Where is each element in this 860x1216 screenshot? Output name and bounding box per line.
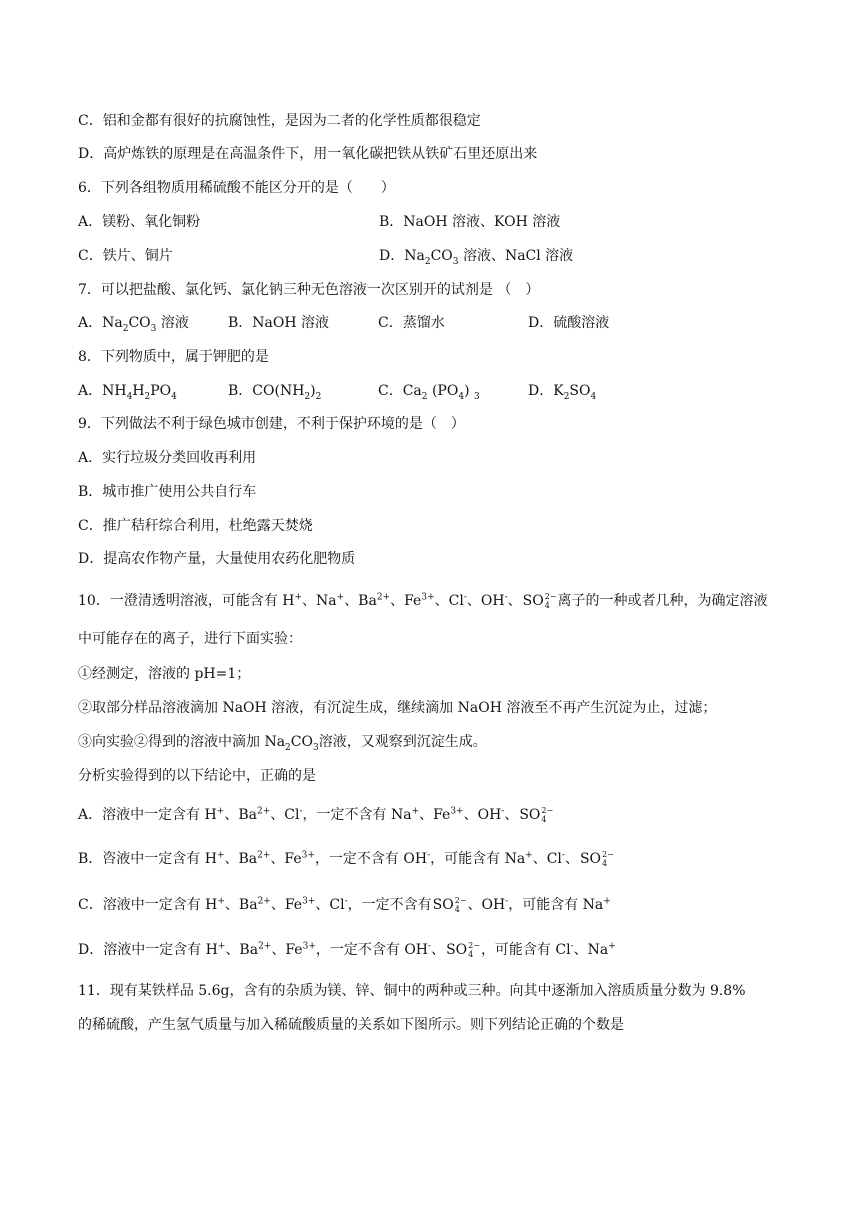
q10-option-d: D．溶液中一定含有 H+、$Ba^{2+}$、$Fe^{3+}$，一定不含有 OH-、 SO 2− 4 ，可能含有 Cl-、Na+	[78, 941, 616, 959]
q5-option-d: D．高炉炼铁的原理是在高温条件下，用一氧化碳把铁从铁矿石里还原出来	[78, 146, 538, 162]
q11-stem-line2: 的稀硫酸，产生氢气质量与加入稀硫酸质量的关系如下图所示。则下列结论正确的个数是	[78, 1017, 624, 1033]
q10-option-a: A．溶液中一定含有 H+、$Ba^{2+}$、Cl-，一定不含有 Na+、$Fe^{3+}$、OH-、 SO 2− 4	[78, 806, 554, 824]
q10-analysis: 分析实验得到的以下结论中，正确的是	[78, 768, 316, 784]
q7-stem: 7．可以把盐酸、氯化钙、氯化钠三种无色溶液一次区别开的试剂是 （ ）	[78, 282, 540, 298]
q10-stem-line2: 中可能存在的离子，进行下面实验：	[78, 631, 302, 647]
q10-step-3: ③向实验②得到的溶液中滴加 $Na_2CO_3$溶液，又观察到沉淀生成。	[78, 734, 487, 753]
q9-option-b: B．城市推广使用公共自行车	[78, 484, 257, 500]
sulfate-ion: SO 2− 4	[579, 850, 614, 868]
q9-option-a: A．实行垃圾分类回收再利用	[78, 450, 257, 466]
q8-option-a: A．$NH_4H_2PO_4$	[78, 383, 177, 402]
sulfate-ion: SO 2− 4	[522, 592, 557, 610]
q6-stem: 6．下列各组物质用稀硫酸不能区分开的是（ ）	[78, 180, 395, 196]
q8-option-c: C．$Ca_2$ $(PO_4)$ $_3$	[378, 383, 480, 402]
q10-stem-line1: 10．一澄清透明溶液，可能含有 H+、Na+、$Ba^{2+}$、$Fe^{3+}$、Cl-、OH-、 SO 2− 4 离子的一种或者几种，为确定溶液	[78, 592, 768, 610]
q8-option-b: B．$CO(NH_2)_2$	[228, 383, 322, 402]
q9-stem: 9．下列做法不利于绿色城市创建，不利于保护环境的是（ ）	[78, 416, 465, 432]
q9-option-c: C．推广秸秆综合利用，杜绝露天焚烧	[78, 518, 313, 534]
q6-option-b: B．NaOH 溶液、KOH 溶液	[379, 214, 561, 230]
q10-step-1: ①经测定，溶液的 pH=1；	[78, 666, 251, 682]
q7-option-b: B．NaOH 溶液	[228, 315, 330, 331]
sulfate-ion: SO 2− 4	[432, 896, 467, 914]
q7-option-a: A．$Na_2CO_3$ 溶液	[78, 315, 189, 334]
q10-step-2: ②取部分样品溶液滴加 NaOH 溶液，有沉淀生成，继续滴加 NaOH 溶液至不再产生沉淀为止，过滤；	[78, 700, 717, 716]
q9-option-d: D．提高农作物产量，大量使用农药化肥物质	[78, 551, 356, 567]
q10-option-c: C．溶液中一定含有 H+、$Ba^{2+}$、$Fe^{3+}$、Cl-，一定不含有 SO 2− 4 、OH-，可能含有 Na+	[78, 896, 611, 914]
q10-option-b: B．咨液中一定含有 H+、$Ba^{2+}$、$Fe^{3+}$，一定不含有 OH-，可能含有 Na+、Cl-、 SO 2− 4	[78, 850, 614, 868]
q11-stem-line1: 11．现有某铁样品 5.6g，含有的杂质为镁、锌、铜中的两种或三种。向其中逐渐加入溶质质量分数为 9.8%	[78, 983, 746, 999]
q7-option-c: C．蒸馏水	[378, 315, 445, 331]
sulfate-ion: SO 2− 4	[446, 941, 480, 959]
q5-option-c: C．铝和金都有很好的抗腐蚀性，是因为二者的化学性质都很稳定	[78, 113, 481, 129]
q8-stem: 8．下列物质中，属于钾肥的是	[78, 349, 269, 365]
q8-option-d: D．$K_2SO_4$	[528, 383, 597, 402]
q6-option-d: D．$Na_2CO_3$ 溶液、NaCl 溶液	[379, 248, 574, 267]
q6-option-c: C．铁片、铜片	[78, 248, 173, 264]
sulfate-ion: SO 2− 4	[519, 806, 554, 824]
q7-option-d: D．硫酸溶液	[528, 315, 610, 331]
q6-option-a: A．镁粉、氧化铜粉	[78, 214, 201, 230]
